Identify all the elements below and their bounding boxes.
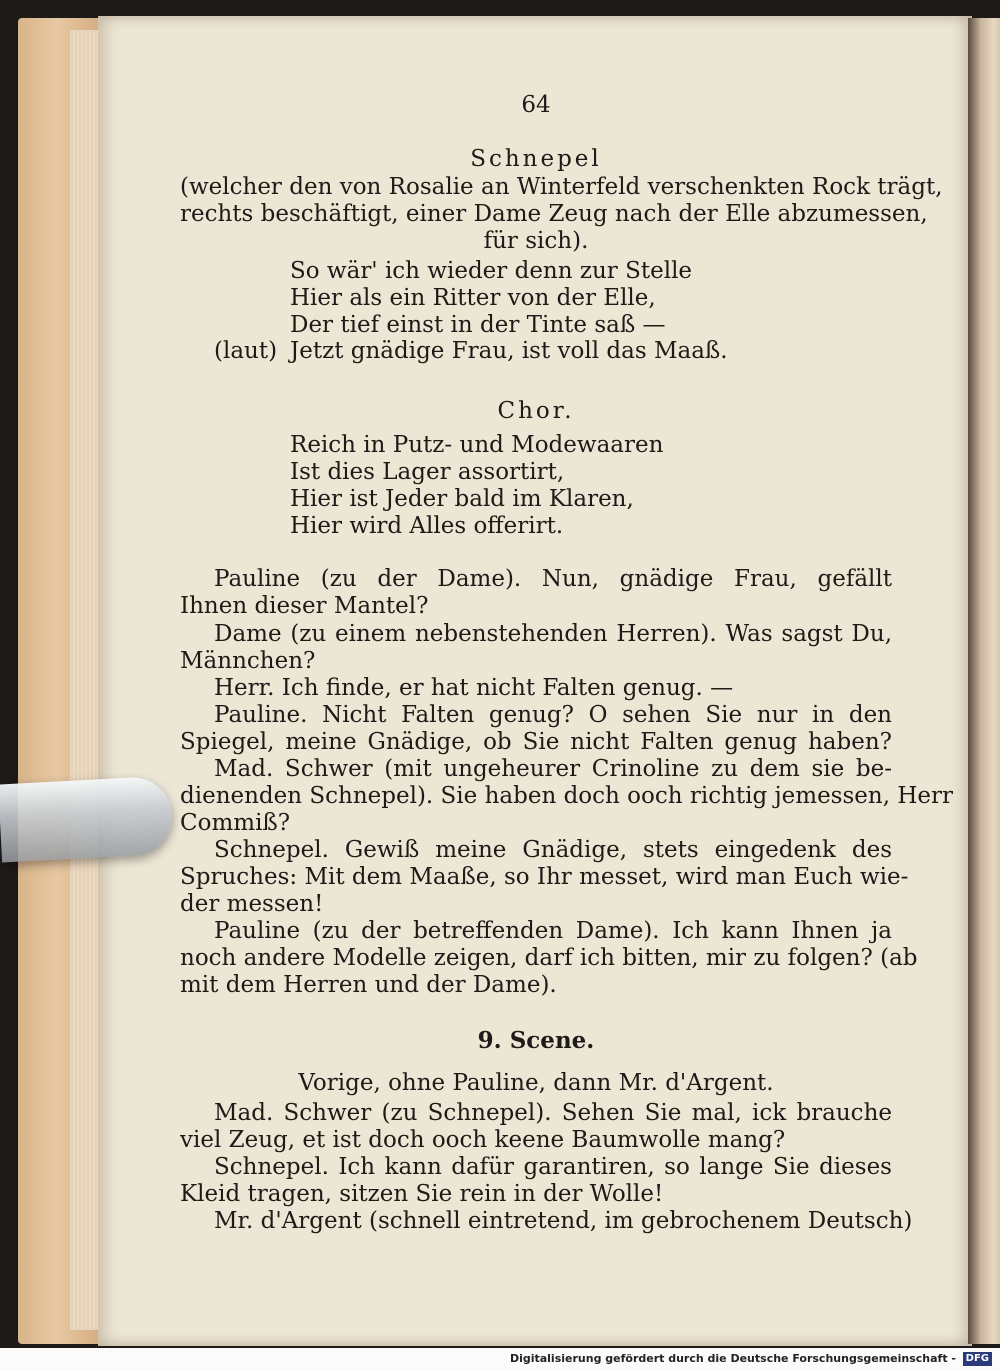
dialogue-line: Dame (zu einem nebenstehenden Herren). Was sagst Du, xyxy=(214,621,892,647)
aside-marker: (laut) xyxy=(214,338,278,364)
verse-line: Der tief einst in der Tinte saß — xyxy=(290,312,666,338)
stage-direction-line: (welcher den von Rosalie an Winterfeld verschenkten Rock trägt, xyxy=(180,174,943,200)
verse-line: Reich in Putz- und Modewaaren xyxy=(290,432,664,458)
verse-line: Hier ist Jeder bald im Klaren, xyxy=(290,486,634,512)
verse-line: Jetzt gnädige Frau, ist voll das Maaß. xyxy=(290,338,728,364)
dialogue-line: Kleid tragen, sitzen Sie rein in der Wolle! xyxy=(180,1181,664,1207)
verse-line: Ist dies Lager assortirt, xyxy=(290,459,565,485)
scene-heading: 9. Scene. xyxy=(477,1027,595,1054)
dialogue-line: Pauline (zu der betreffenden Dame). Ich kann Ihnen ja xyxy=(214,918,892,944)
speaker-heading: Schnepel xyxy=(470,146,602,172)
dialogue-line: Männchen? xyxy=(180,648,316,674)
dialogue-line: Spruches: Mit dem Maaße, so Ihr messet, wird man Euch wie- xyxy=(180,864,909,890)
verse-line: So wär' ich wieder denn zur Stelle xyxy=(290,258,693,284)
chorus-heading: Chor. xyxy=(497,398,575,424)
next-page-edge xyxy=(968,18,1000,1344)
verse-line: Hier wird Alles offerirt. xyxy=(290,513,564,539)
dialogue-line: dienenden Schnepel). Sie haben doch ooch richtig jemessen, Herr xyxy=(180,783,953,809)
dialogue-line: Ihnen dieser Mantel? xyxy=(180,593,429,619)
dialogue-line: Mad. Schwer (mit ungeheurer Crinoline zu dem sie be- xyxy=(214,756,892,782)
dialogue-line: Mr. d'Argent (schnell eintretend, im gebrochenem Deutsch) xyxy=(214,1208,913,1234)
footer-credit: Digitalisierung gefördert durch die Deutsche Forschungsgemeinschaft - xyxy=(509,1352,956,1365)
dialogue-line: Pauline. Nicht Falten genug? O sehen Sie nur in den xyxy=(214,702,892,728)
dialogue-line: Commiß? xyxy=(180,810,291,836)
dialogue-line: Schnepel. Ich kann dafür garantiren, so lange Sie dieses xyxy=(214,1154,892,1180)
page-clip-holder xyxy=(0,776,174,863)
dialogue-line: Spiegel, meine Gnädige, ob Sie nicht Falten genug haben? xyxy=(180,729,892,755)
dialogue-line: mit dem Herren und der Dame). xyxy=(180,972,557,998)
stage-direction-line: für sich). xyxy=(483,228,589,254)
dialogue-line: Mad. Schwer (zu Schnepel). Sehen Sie mal, ick brauche xyxy=(214,1100,892,1126)
verse-line: Hier als ein Ritter von der Elle, xyxy=(290,285,656,311)
dialogue-line: noch andere Modelle zeigen, darf ich bitten, mir zu folgen? (ab xyxy=(180,945,918,971)
dialogue-line: Schnepel. Gewiß meine Gnädige, stets eingedenk des xyxy=(214,837,892,863)
dialogue-line: viel Zeug, et ist doch ooch keene Baumwolle mang? xyxy=(180,1127,786,1153)
dialogue-line: Pauline (zu der Dame). Nun, gnädige Frau, gefällt xyxy=(214,566,892,592)
stage-direction-line: rechts beschäftigt, einer Dame Zeug nach der Elle abzumessen, xyxy=(180,201,928,227)
dialogue-line: Herr. Ich finde, er hat nicht Falten genug. — xyxy=(214,675,734,701)
dialogue-line: der messen! xyxy=(180,891,324,917)
dfg-logo: DFG xyxy=(963,1352,992,1366)
page-number: 64 xyxy=(521,92,551,118)
scene-cast-line: Vorige, ohne Pauline, dann Mr. d'Argent. xyxy=(298,1070,774,1096)
